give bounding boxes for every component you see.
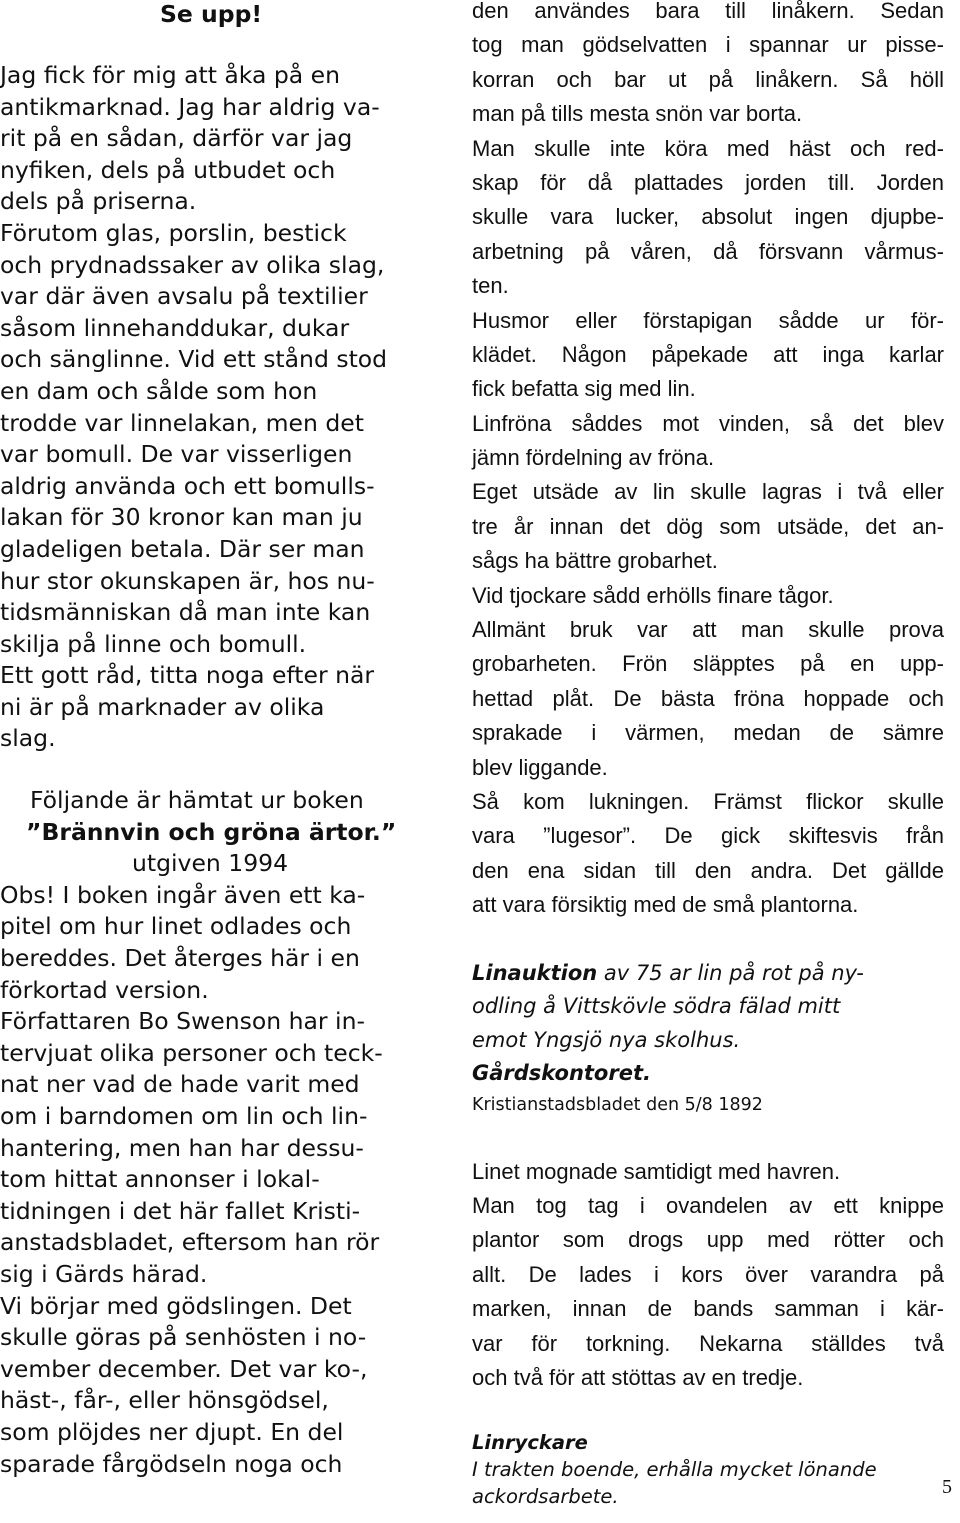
text-line: tidningen i det här fallet Kristi- — [0, 1196, 361, 1225]
text-line: tog man gödselvatten i spannar ur pisse- — [472, 32, 944, 58]
text-line: Så kom lukningen. Främst flickor skulle — [472, 788, 944, 814]
text-line: sig i Gärds härad. — [0, 1259, 208, 1288]
text-line: var bomull. De var visserligen — [0, 440, 353, 469]
text-line: anstadsbladet, eftersom han rör — [0, 1228, 380, 1257]
auction-title: Linauktion — [472, 960, 598, 985]
text-line: den användes bara till linåkern. Sedan — [472, 0, 944, 23]
text-line: skulle vara lucker, absolut ingen djupbe- — [472, 204, 944, 230]
text-line: aldrig använda och ett bomulls- — [0, 471, 375, 500]
text-line: Förutom glas, porslin, bestick — [0, 218, 347, 247]
text-line: fick befatta sig med lin. — [472, 376, 696, 402]
auction-source-block — [472, 1091, 944, 1119]
pullers-notice — [472, 1429, 944, 1510]
text-line: som plöjdes ner djupt. En del — [0, 1417, 344, 1446]
text-line: gladeligen betala. Där ser man — [0, 534, 365, 563]
book-intro: Följande är hämtat ur boken — [30, 786, 364, 815]
text-line: Man skulle inte köra med häst och red- — [472, 135, 944, 161]
auction-office: Gårdskontoret. — [472, 1061, 651, 1086]
text-line: vara ”lugesor”. De gick skiftesvis från — [472, 823, 944, 849]
text-line: blev liggande. — [472, 754, 608, 780]
text-line: om i barndomen om lin och lin- — [0, 1102, 368, 1130]
text-line: trodde var linnelakan, men det — [0, 408, 364, 437]
text-line: nyfiken, dels på utbudet och — [0, 155, 336, 184]
text-line: skilja på linne och bomull. — [0, 629, 307, 658]
text-line: och prydnadssaker av olika slag, — [0, 250, 385, 279]
text-line: sprakade i värmen, medan de sämre — [472, 720, 944, 746]
fertilizing-paragraph — [472, 0, 944, 923]
text-line: Linet mognade samtidigt med havren. — [472, 1158, 841, 1184]
pullers-title: Linryckare — [472, 1431, 588, 1455]
page-number: 5 — [942, 1476, 952, 1498]
text-line: sparade fårgödseln noga och — [0, 1449, 343, 1478]
text-line: tervjuat olika personer och teck- — [0, 1038, 383, 1067]
text-line: vember december. Det var ko-, — [0, 1354, 368, 1383]
text-line: pitel om hur linet odlades och — [0, 912, 352, 941]
auction-line-2: odling å Vittskövle södra fälad mitt — [472, 994, 841, 1019]
text-line: tom hittat annonser i lokal- — [0, 1165, 320, 1194]
text-line: Vi börjar med gödslingen. Det — [0, 1291, 352, 1320]
text-line: korran och bar ut på linåkern. Så höll — [472, 66, 944, 92]
text-line: Eget utsäde av lin skulle lagras i två eller — [472, 479, 944, 505]
text-line: Vid tjockare sådd erhölls finare tågor. — [472, 582, 834, 608]
text-line: hettad plåt. De bästa fröna hoppade och — [472, 685, 944, 711]
book-year: utgiven 1994 — [132, 849, 289, 878]
text-line: antikmarknad. Jag har aldrig va- — [0, 92, 380, 121]
text-line: Ett gott råd, titta noga efter när — [0, 661, 375, 690]
pullers-line-1: I trakten boende, erhålla mycket lönande — [472, 1458, 877, 1482]
right-column — [472, 0, 944, 1510]
harvest-paragraph — [472, 1155, 944, 1396]
text-line: skap för då plattades jorden till. Jorden — [472, 169, 944, 195]
text-line: Jag fick för mig att åka på en — [0, 61, 341, 89]
left-column — [0, 0, 440, 1480]
text-line: allt. De lades i kors över varandra på — [472, 1261, 944, 1287]
text-line: häst-, får-, eller hönsgödsel, — [0, 1386, 329, 1415]
text-line: skulle göras på senhösten i no- — [0, 1323, 367, 1352]
text-line: och två för att stöttas av en tredje. — [472, 1364, 804, 1390]
text-line: den ena sidan till den andra. Det gällde — [472, 857, 944, 883]
text-line: jämn fördelning av fröna. — [472, 445, 715, 471]
text-line: Författaren Bo Swenson har in- — [0, 1007, 365, 1036]
text-line: Husmor eller förstapigan sådde ur för- — [472, 307, 944, 333]
text-line: Linfröna såddes mot vinden, så det blev — [472, 410, 944, 436]
text-line: bereddes. Det återges här i en — [0, 944, 360, 973]
text-line: klädet. Någon påpekade att inga karlar — [472, 341, 944, 367]
auction-line-3: emot Yngsjö nya skolhus. — [472, 1027, 741, 1052]
text-line: och sänglinne. Vid ett stånd stod — [0, 345, 388, 374]
text-line: såsom linnehanddukar, dukar — [0, 313, 350, 342]
text-line: Allmänt bruk var att man skulle prova — [472, 617, 944, 643]
auction-source: Kristianstadsbladet den 5/8 1892 — [472, 1094, 763, 1115]
text-line: rit på en sådan, därför var jag — [0, 124, 353, 153]
text-line: förkortad version. — [0, 975, 209, 1004]
book-title: ”Brännvin och gröna ärtor.” — [26, 817, 397, 846]
auction-notice — [472, 957, 944, 1091]
text-line: marken, innan de bands samman i kär- — [472, 1296, 944, 1322]
text-line: arbetning på våren, då försvann vårmus- — [472, 238, 944, 264]
text-line: hur stor okunskapen är, hos nu- — [0, 566, 375, 595]
text-line: grobarheten. Frön släpptes på en upp- — [472, 651, 944, 677]
article-heading: Se upp! — [160, 0, 263, 28]
text-line: att vara försiktig med de små plantorna. — [472, 892, 859, 918]
auction-line-1: av 75 ar lin på rot på ny- — [603, 960, 864, 985]
text-line: Obs! I boken ingår även ett ka- — [0, 880, 366, 909]
intro-paragraph — [0, 60, 440, 755]
text-line: Man tog tag i ovandelen av ett knippe — [472, 1192, 944, 1218]
text-line: en dam och sålde som hon — [0, 376, 318, 405]
text-line: lakan för 30 kronor kan man ju — [0, 503, 363, 532]
text-line: ten. — [472, 273, 509, 299]
book-paragraph — [0, 880, 440, 1480]
text-line: nat ner vad de hade varit med — [0, 1070, 360, 1099]
text-line: plantor som drogs upp med rötter och — [472, 1227, 944, 1253]
text-line: dels på priserna. — [0, 187, 197, 216]
text-line: tre år innan det dög som utsäde, det an- — [472, 513, 944, 539]
text-line: sågs ha bättre grobarhet. — [472, 548, 718, 574]
text-line: man på tills mesta snön var borta. — [472, 101, 803, 127]
text-line: slag. — [0, 724, 56, 753]
pullers-line-2: ackordsarbete. — [472, 1485, 619, 1509]
text-line: tidsmänniskan då man inte kan — [0, 598, 371, 627]
text-line: var för torkning. Nekarna ställdes två — [472, 1330, 944, 1356]
text-line: ni är på marknader av olika — [0, 692, 325, 721]
text-line: var där även avsalu på textilier — [0, 282, 368, 311]
text-line: hantering, men han har dessu- — [0, 1133, 364, 1162]
